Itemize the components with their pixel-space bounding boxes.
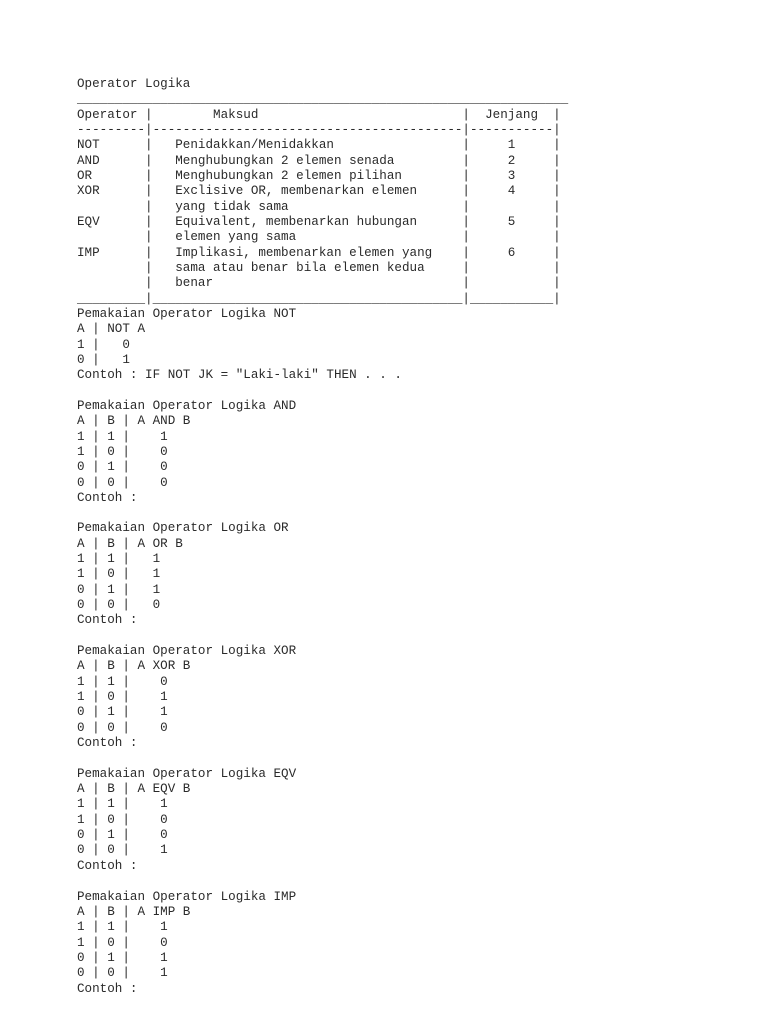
truth-table-line: 0 | 0 | 0: [77, 598, 161, 612]
table-row: XOR | Exclisive OR, membenarkan elemen | 4 |: [77, 184, 561, 198]
truth-table-line: 0 | 0 | 0: [77, 476, 168, 490]
table-row: | benar | |: [77, 276, 561, 290]
truth-table-line: 1 | 0 | 1: [77, 567, 161, 581]
section-heading-or: Pemakaian Operator Logika OR: [77, 521, 289, 535]
table-row: NOT | Penidakkan/Menidakkan | 1 |: [77, 138, 561, 152]
truth-table-line: 1 | 1 | 1: [77, 920, 168, 934]
truth-table-line: 0 | 0 | 1: [77, 966, 168, 980]
document-title: Operator Logika: [77, 77, 191, 91]
example-line: Contoh :: [77, 859, 138, 873]
table-bottom-rule: _________|_________________________________________|___________|: [77, 292, 561, 306]
truth-table-line: 1 | 0 | 1: [77, 690, 168, 704]
truth-table-line: A | B | A IMP B: [77, 905, 191, 919]
truth-table-line: A | B | A EQV B: [77, 782, 191, 796]
section-heading-and: Pemakaian Operator Logika AND: [77, 399, 297, 413]
truth-table-line: 0 | 1 | 1: [77, 951, 168, 965]
truth-table-line: 1 | 0 | 0: [77, 813, 168, 827]
truth-table-line: 1 | 0 | 0: [77, 445, 168, 459]
section-heading-not: Pemakaian Operator Logika NOT: [77, 307, 297, 321]
truth-table-line: 0 | 1 | 1: [77, 583, 161, 597]
truth-table-line: 0 | 1: [77, 353, 130, 367]
table-row: | sama atau benar bila elemen kedua | |: [77, 261, 561, 275]
section-heading-xor: Pemakaian Operator Logika XOR: [77, 644, 297, 658]
example-line: Contoh :: [77, 982, 138, 996]
truth-table-line: 1 | 1 | 1: [77, 430, 168, 444]
section-heading-eqv: Pemakaian Operator Logika EQV: [77, 767, 297, 781]
section-heading-imp: Pemakaian Operator Logika IMP: [77, 890, 297, 904]
table-row: | yang tidak sama | |: [77, 200, 561, 214]
truth-table-line: 1 | 1 | 1: [77, 552, 161, 566]
truth-table-line: A | B | A AND B: [77, 414, 191, 428]
table-row: | elemen yang sama | |: [77, 230, 561, 244]
truth-table-line: 1 | 0: [77, 338, 130, 352]
table-separator: ---------|-----------------------------------------|-----------|: [77, 123, 561, 137]
truth-table-line: 0 | 0 | 0: [77, 721, 168, 735]
table-row: EQV | Equivalent, membenarkan hubungan | 5 |: [77, 215, 561, 229]
example-line: Contoh :: [77, 613, 138, 627]
truth-table-line: 1 | 1 | 0: [77, 675, 168, 689]
example-line: Contoh :: [77, 491, 138, 505]
truth-table-line: 0 | 0 | 1: [77, 843, 168, 857]
truth-table-line: 0 | 1 | 1: [77, 705, 168, 719]
table-header: Operator | Maksud | Jenjang |: [77, 108, 561, 122]
truth-table-line: A | B | A OR B: [77, 537, 183, 551]
truth-table-line: A | NOT A: [77, 322, 146, 336]
truth-table-line: 1 | 1 | 1: [77, 797, 168, 811]
truth-table-line: 0 | 1 | 0: [77, 460, 168, 474]
table-row: IMP | Implikasi, membenarkan elemen yang | 6 |: [77, 246, 561, 260]
truth-table-line: A | B | A XOR B: [77, 659, 191, 673]
example-line: Contoh : IF NOT JK = "Laki-laki" THEN . . .: [77, 368, 402, 382]
table-row: AND | Menghubungkan 2 elemen senada | 2 |: [77, 154, 561, 168]
truth-table-line: 1 | 0 | 0: [77, 936, 168, 950]
table-top-rule: _________________________________________________________________: [77, 92, 569, 106]
example-line: Contoh :: [77, 736, 138, 750]
table-row: OR | Menghubungkan 2 elemen pilihan | 3 |: [77, 169, 561, 183]
truth-table-line: 0 | 1 | 0: [77, 828, 168, 842]
